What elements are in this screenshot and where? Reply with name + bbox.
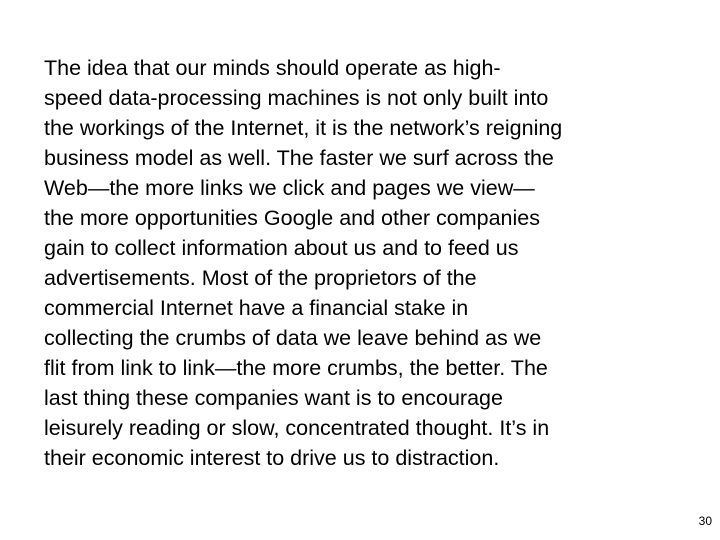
page-number: 30 <box>698 514 712 528</box>
body-paragraph: The idea that our minds should operate as high- speed data-processing machines is not only built into the workings of the Internet, it is the network’s reigning business model as well. The faster we surf across the Web—the more links we click and pages we view— the more opportunities Google and other companies gain to collect information about us and to feed us advertisements. Most of the proprietors of the commercial Internet have a financial stake in collecting the crumbs of data we leave behind as we flit from link to link—the more crumbs, the better. The last thing these companies want is to encourage leisurely reading or slow, concentrated thought. It’s in their economic interest to drive us to distraction. <box>44 56 563 470</box>
